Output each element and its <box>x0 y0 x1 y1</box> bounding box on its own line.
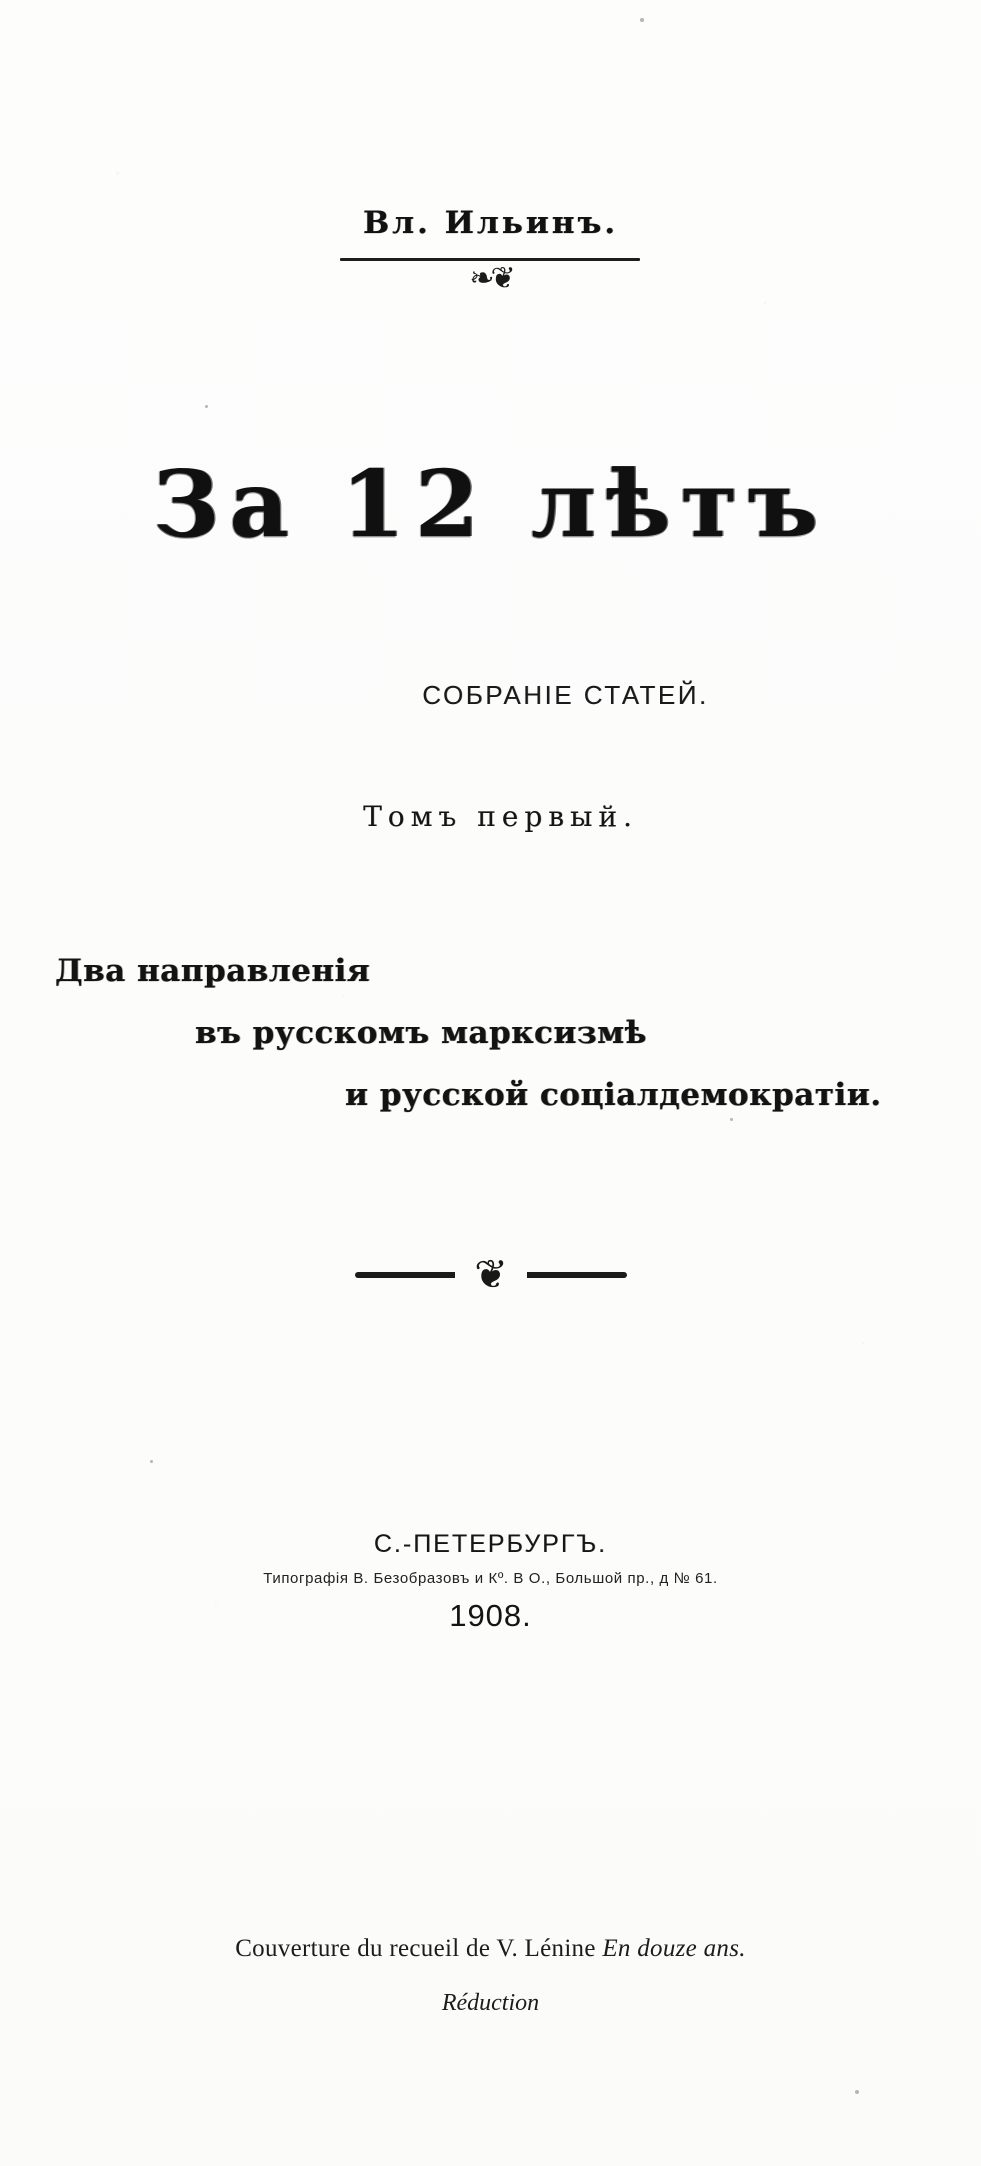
cover-volume-label: Томъ первый. <box>363 800 638 833</box>
plate-caption <box>0 1935 981 1963</box>
ornament-bar-left <box>355 1272 455 1278</box>
scan-speck <box>205 405 208 408</box>
cover-description-line-3: и русской соціалдемократіи. <box>345 1077 882 1113</box>
imprint-city: С.-ПЕТЕРБУРГЪ. <box>373 1530 608 1558</box>
caption-text-plain: Couverture du recueil de V. Lénine <box>235 1935 603 1962</box>
imprint-printer: Типографія В. Безобразовъ и Кº. В О., Большой пр., д № 61. <box>263 1570 718 1587</box>
scan-speck <box>150 1460 153 1463</box>
ornament-middle-icon <box>0 1252 981 1297</box>
plate-caption-second-line: Réduction <box>441 1990 540 2016</box>
author-rule-divider <box>340 258 640 261</box>
caption-text-italic: En douze ans. <box>602 1935 746 1962</box>
ornament-knot: ❦ <box>474 1252 508 1297</box>
scan-speck <box>855 2090 859 2094</box>
scan-speck <box>640 18 644 22</box>
imprint-year: 1908. <box>449 1598 532 1633</box>
cover-description <box>55 940 935 1126</box>
cover-description-line-2: въ русскомъ марксизмѣ <box>195 1015 647 1051</box>
cover-author: Вл. Ильинъ. <box>362 205 619 241</box>
ornament-bar-right <box>527 1272 627 1278</box>
scan-speck <box>730 1118 733 1121</box>
ornament-top-icon: ❧❦ <box>469 262 512 295</box>
cover-collection-label: СОБРАНІЕ СТАТЕЙ. <box>422 680 709 710</box>
cover-title: За 12 лѣтъ <box>152 450 829 558</box>
cover-description-line-1: Два направленія <box>55 953 371 989</box>
